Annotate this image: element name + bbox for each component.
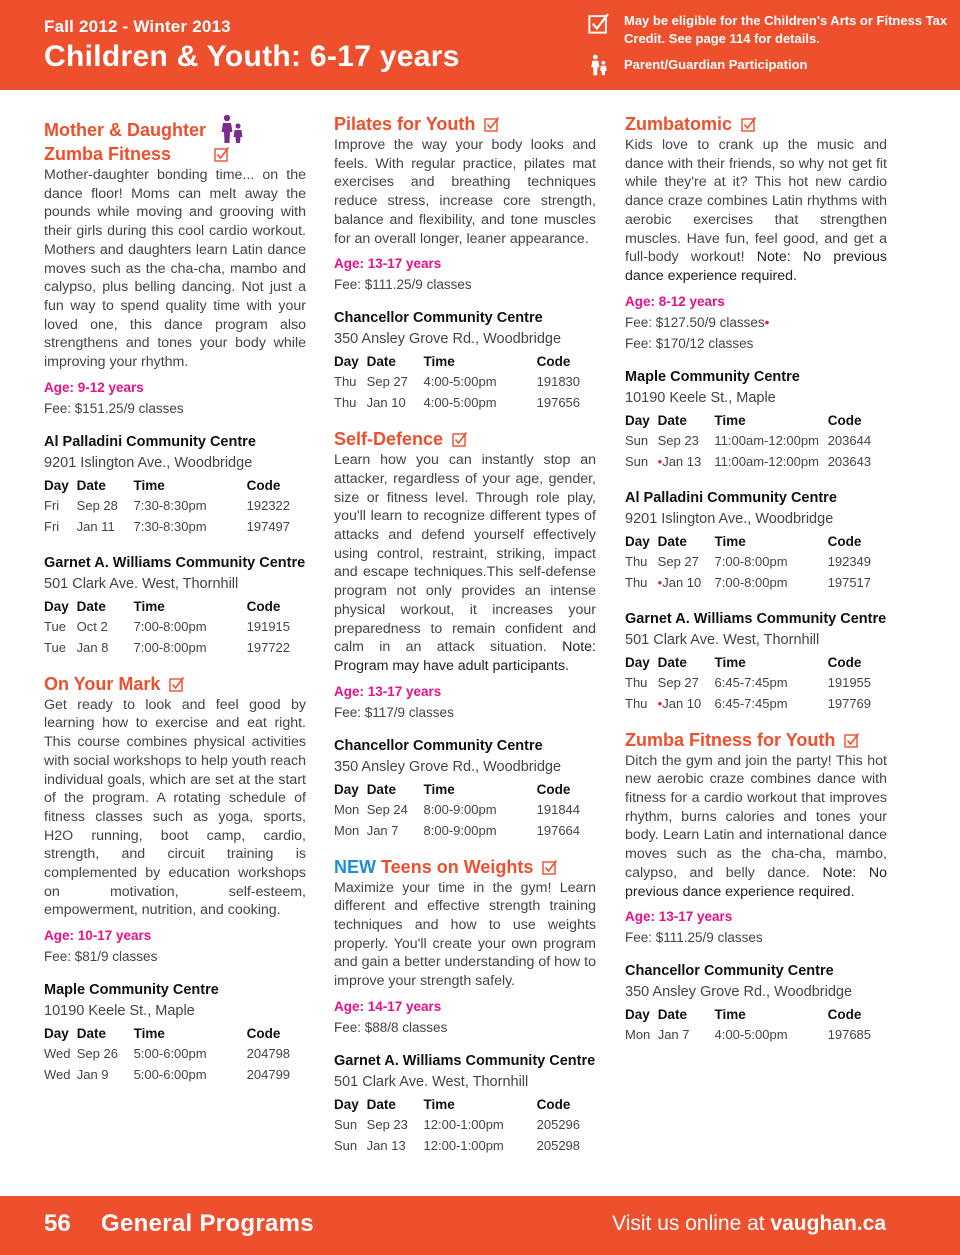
cell-day: Wed [44,1067,71,1083]
program-mother-daughter-zumba [44,114,306,658]
legend-parent-text: Parent/Guardian Participation [624,57,808,72]
cell-code: 204798 [246,1046,291,1062]
col-date: Date [366,354,396,370]
cell-time: 7:00-8:00pm [714,574,788,590]
cell-day: Thu [334,395,357,411]
website-line [612,1212,886,1236]
cell-day: Tue [44,639,66,655]
table-row [625,672,887,693]
cell-date [658,451,715,472]
fee: Fee: $151.25/9 classes [44,400,184,416]
schedule-table [334,352,596,413]
legend-tax-credit [588,12,948,48]
cell-day: Fri [44,518,60,534]
schedule-table [625,411,887,472]
cell-date: Jan 13 [366,1137,406,1153]
date-text: Jan 13 [662,453,702,469]
col-code: Code [827,654,862,670]
cell-code: 204799 [246,1067,291,1083]
page-footer [0,1196,960,1255]
cell-time: 7:00-8:00pm [133,639,207,655]
location-address: 501 Clark Ave. West, Thornhill [334,1073,529,1090]
cell-time: 12:00-1:00pm [423,1116,504,1132]
cell-day: Thu [334,374,357,390]
cell-time: 6:45-7:45pm [714,674,788,690]
cell-code: 191830 [536,374,581,390]
schedule-table [44,1024,306,1085]
program-description: Mother-daughter bonding time... on the dance floor! Moms can melt away the pounds while moving and grooving with their girls during this cool cardio workout. Mothers and daughters learn Latin dance moves such as the cha-cha, mambo and calypso, plus belling dancing. Not just a fun way to spend quality time with your loved one, this dance program also strengthens and tones your body while improving your rhythm. [44,167,306,371]
col-day: Day [625,654,650,670]
description-note: Note: Program may have adult participants. [334,639,596,674]
table-header [334,1095,596,1114]
cell-time: 4:00-5:00pm [423,395,497,411]
program-title-text: Self-Defence [334,429,444,450]
cell-date: Sep 28 [76,497,118,513]
cell-day: Sun [334,1116,358,1132]
cell-day: Thu [625,674,648,690]
location-name: Garnet A. Williams Community Centre [44,554,306,571]
cell-code: 205296 [536,1116,581,1132]
location-name: Chancellor Community Centre [334,737,543,754]
cell-time: 7:00-8:00pm [714,553,788,569]
cell-code: 197497 [246,518,291,534]
column-1 [44,114,306,1101]
col-time: Time [423,1096,455,1112]
section-title: General Programs [101,1210,314,1237]
program-description [625,136,887,286]
table-header [334,780,596,799]
legend [588,12,948,76]
location-name: Chancellor Community Centre [334,310,543,327]
fee: Fee: $81/9 classes [44,949,158,965]
cell-date [658,551,715,572]
age-range: Age: 13-17 years [625,909,733,925]
col-time: Time [714,533,746,549]
cell-day: Tue [44,618,66,634]
program-title-text: Zumbatomic [625,114,733,134]
table-row [44,637,306,658]
location-name: Maple Community Centre [625,368,800,385]
col-code: Code [827,533,862,549]
fee-marker: • [657,453,663,469]
program-description: Get ready to look and feel good by learning how to exercise and eat right. This course combines physical activities with social workshops to help youth reach individual goals, which are set at the start of the program. A rotating schedule of fitness classes such as yoga, sports, H2O running, boot camp, cardio, strength, and circuit training is complemented by education workshops on motivation, self-esteem, empowerment, nutrition, and cooking. [44,696,306,919]
table-row [334,820,596,841]
col-date: Date [657,533,687,549]
table-row [334,799,596,820]
description-text: Learn how you can instantly stop an attacker, regardless of your age, gender, size or fitness level. Through role play, you'll learn to recognize different types of attacks and defend yourself effectively using control, restraint, striking, impact and escape techniques.This self-defense program not only provides an intense physical workout, it increases your preparedness to remain confident and calm in an attack situation. [334,452,596,656]
cell-code: 192349 [827,553,872,569]
col-date: Date [76,598,106,614]
date-text: Sep 23 [657,432,699,448]
cell-time: 5:00-6:00pm [133,1067,207,1083]
age-range: Age: 8-12 years [625,293,725,309]
cell-date [658,693,715,714]
col-time: Time [133,1026,165,1042]
cell-code: 203644 [827,432,872,448]
cell-code: 192322 [246,497,291,513]
location-address: 10190 Keele St., Maple [625,389,776,406]
col-time: Time [133,598,165,614]
location-name: Chancellor Community Centre [625,963,834,980]
fee: Fee: $170/12 classes [625,335,754,351]
col-day: Day [334,1096,359,1112]
table-row [625,572,887,593]
parent-child-icon [219,114,245,144]
new-label: NEW [334,856,376,877]
cell-day: Thu [625,553,648,569]
program-zumba-fitness-for-youth [625,730,887,1046]
cell-time: 6:45-7:45pm [714,695,788,711]
description-note: Note: No previous dance experience required. [625,864,887,900]
table-row [625,451,887,472]
col-date: Date [366,1096,396,1112]
table-row [44,1064,306,1085]
checkbox-icon [844,732,860,748]
fee-marker: • [657,695,663,711]
col-time: Time [423,781,455,797]
table-row [625,551,887,572]
cell-time: 8:00-9:00pm [423,822,497,838]
cell-date: Jan 7 [657,1027,690,1043]
col-code: Code [827,412,862,428]
fee: Fee: $111.25/9 classes [625,930,763,946]
website-link[interactable]: vaughan.ca [770,1212,886,1235]
col-code: Code [827,1007,862,1023]
cell-day: Mon [334,822,360,838]
table-row [625,693,887,714]
fee-marker: • [764,314,770,330]
cell-day: Sun [334,1137,358,1153]
age-range: Age: 13-17 years [334,256,442,272]
fee [625,315,887,330]
checkbox-icon [484,116,500,132]
cell-date: Sep 26 [76,1046,118,1062]
checkbox-icon [214,146,230,162]
page-number: 56 [44,1210,71,1237]
table-row [334,1135,596,1156]
table-row [334,392,596,413]
location-name: Garnet A. Williams Community Centre [334,1052,596,1069]
program-title-line2: Zumba Fitness [44,144,172,164]
cell-time: 11:00am-12:00pm [714,432,819,448]
program-title-line1: Mother & Daughter [44,120,206,140]
location-address: 350 Ansley Grove Rd., Woodbridge [334,331,562,348]
checkbox-icon [169,676,185,692]
col-day: Day [625,533,650,549]
schedule-table [44,476,306,537]
location-address: 501 Clark Ave. West, Thornhill [44,575,239,592]
table-header [334,352,596,371]
table-row [44,516,306,537]
schedule-table [334,780,596,841]
checkbox-icon [741,116,757,132]
cell-code: 197664 [536,822,581,838]
fee-text: Fee: $127.50/9 classes [625,314,765,330]
cell-day: Sun [625,432,649,448]
col-date: Date [76,477,106,493]
cell-day: Wed [44,1046,71,1062]
location-address: 350 Ansley Grove Rd., Woodbridge [334,758,562,775]
date-text: Jan 10 [662,574,702,590]
fee: Fee: $111.25/9 classes [334,277,472,293]
cell-code: 197517 [827,574,872,590]
checkbox-icon [588,12,610,34]
program-title [44,114,306,165]
schedule-table [334,1095,596,1156]
location-address: 350 Ansley Grove Rd., Woodbridge [625,984,853,1001]
legend-tax-text: May be eligible for the Children's Arts or Fitness Tax Credit. See page 114 for details. [624,13,948,46]
program-title-text: Teens on Weights [381,856,534,877]
cell-day: Thu [625,695,648,711]
table-header [44,597,306,616]
fee: Fee: $117/9 classes [334,704,454,720]
checkbox-icon [542,859,558,875]
program-description [334,451,596,675]
cell-date: Oct 2 [76,618,108,634]
page-title: Children & Youth: 6-17 years [44,40,460,73]
cell-date [658,572,715,593]
legend-parent [588,54,948,76]
location-name: Al Palladini Community Centre [44,433,256,450]
table-row [44,1043,306,1064]
program-on-your-mark [44,674,306,1085]
page-header [0,0,960,90]
col-day: Day [44,598,69,614]
date-text: Sep 27 [657,674,699,690]
cell-code: 197685 [827,1027,872,1043]
cell-code: 191955 [827,674,872,690]
schedule-table [625,532,887,593]
program-zumbatomic [625,114,887,714]
column-2 [334,114,596,1172]
cell-date: Sep 23 [366,1116,408,1132]
cell-date: Jan 7 [366,822,399,838]
program-title [625,114,887,135]
table-header [44,476,306,495]
col-time: Time [133,477,165,493]
cell-code: 191844 [536,801,581,817]
checkbox-icon [452,431,468,447]
table-row [334,371,596,392]
col-time: Time [714,412,746,428]
col-day: Day [334,354,359,370]
cell-time: 5:00-6:00pm [133,1046,207,1062]
col-time: Time [423,354,455,370]
col-code: Code [536,781,571,797]
program-self-defence [334,429,596,840]
cell-date [658,672,715,693]
schedule-table [625,1005,887,1045]
col-date: Date [76,1026,106,1042]
cell-code: 191915 [246,618,291,634]
cell-day: Mon [334,801,360,817]
column-3 [625,114,887,1061]
cell-day: Sun [625,453,649,469]
cell-time: 4:00-5:00pm [714,1027,788,1043]
schedule-table [44,597,306,658]
cell-day: Mon [625,1027,651,1043]
program-title [334,429,596,450]
location-name: Maple Community Centre [44,982,219,999]
col-date: Date [657,654,687,670]
program-teens-on-weights [334,857,596,1156]
table-header [625,1005,887,1024]
cell-date: Sep 27 [366,374,408,390]
cell-date: Jan 8 [76,639,109,655]
table-header [625,653,887,672]
location-address: 9201 Islington Ave., Woodbridge [625,510,834,527]
program-description [625,752,887,902]
cell-date: Sep 24 [366,801,408,817]
col-time: Time [714,1007,746,1023]
table-header [625,532,887,551]
col-code: Code [536,354,571,370]
cell-day: Thu [625,574,648,590]
location-address: 9201 Islington Ave., Woodbridge [44,454,253,471]
cell-code: 197769 [827,695,872,711]
cell-date: Jan 9 [76,1067,109,1083]
col-day: Day [44,1026,69,1042]
program-description: Maximize your time in the gym! Learn different and effective strength training techniques and how to use weights properly. You'll create your own program and gain a better understanding of how to improve your strength safely. [334,879,596,990]
col-code: Code [246,477,281,493]
cell-date: Jan 11 [76,518,115,534]
col-code: Code [246,598,281,614]
description-text: Kids love to crank up the music and dance with their friends, so why not get fit while they're at it? This hot new cardio dance craze combines Latin rhythms with aerobic exercises that strengthen muscles. Have fun, feel good, and get a full-body workout! [625,137,887,266]
table-row [44,616,306,637]
col-day: Day [334,781,359,797]
cell-date [658,430,715,451]
table-row [334,1114,596,1135]
age-range: Age: 9-12 years [44,379,144,395]
location-name: Garnet A. Williams Community Centre [625,610,887,627]
cell-time: 12:00-1:00pm [423,1137,504,1153]
col-day: Day [625,1007,650,1023]
season-label: Fall 2012 - Winter 2013 [44,17,231,36]
table-header [44,1024,306,1043]
col-day: Day [44,477,69,493]
description-text: Ditch the gym and join the party! This hot new aerobic craze combines dance with fitness for a cardio workout that improves rhythm, burns calories and tones your body. Learn Latin and international dance moves such as the cha-cha, mambo, calypso, and belly dance. [625,752,887,881]
cell-day: Fri [44,497,60,513]
cell-code: 203643 [827,453,872,469]
cell-code: 197722 [246,639,291,655]
age-range: Age: 13-17 years [334,683,442,699]
cell-time: 7:00-8:00pm [133,618,207,634]
cell-time: 8:00-9:00pm [423,801,497,817]
col-date: Date [657,1007,687,1023]
program-title-text: On Your Mark [44,673,161,694]
table-row [625,430,887,451]
age-range: Age: 14-17 years [334,998,442,1014]
program-title [334,857,596,878]
cell-time: 7:30-8:30pm [133,518,207,534]
cell-code: 197656 [536,395,581,411]
program-description: Improve the way your body looks and feels. With regular practice, pilates mat exercises and breathing techniques reduce stress, increase core strength, balance and flexibility, and tone muscles for an overall longer, leaner appearance. [334,137,596,247]
location-address: 501 Clark Ave. West, Thornhill [625,631,820,648]
col-time: Time [714,654,746,670]
table-row [44,495,306,516]
program-pilates-for-youth [334,114,596,413]
age-range: Age: 10-17 years [44,928,152,944]
cell-time: 11:00am-12:00pm [714,453,819,469]
col-code: Code [536,1096,571,1112]
program-title-text: Zumba Fitness for Youth [625,729,836,750]
visit-prefix: Visit us online at [612,1212,771,1235]
location-name: Al Palladini Community Centre [625,489,837,506]
table-row [625,1024,887,1045]
program-title [334,114,596,135]
date-text: Jan 10 [662,695,702,711]
program-title [44,674,306,695]
col-date: Date [657,412,687,428]
col-day: Day [625,412,650,428]
date-text: Sep 27 [657,553,699,569]
cell-date: Jan 10 [366,395,406,411]
schedule-table [625,653,887,714]
description-note: Note: No previous dance experience required. [625,249,888,284]
col-date: Date [366,781,396,797]
program-title [625,730,887,751]
table-header [625,411,887,430]
cell-code: 205298 [536,1137,581,1153]
parent-child-icon [588,54,610,76]
cell-time: 7:30-8:30pm [133,497,207,513]
cell-time: 4:00-5:00pm [423,374,497,390]
col-code: Code [246,1026,281,1042]
location-address: 10190 Keele St., Maple [44,1003,195,1020]
fee-marker: • [657,574,663,590]
program-title-text: Pilates for Youth [334,114,476,134]
fee: Fee: $88/8 classes [334,1019,448,1035]
